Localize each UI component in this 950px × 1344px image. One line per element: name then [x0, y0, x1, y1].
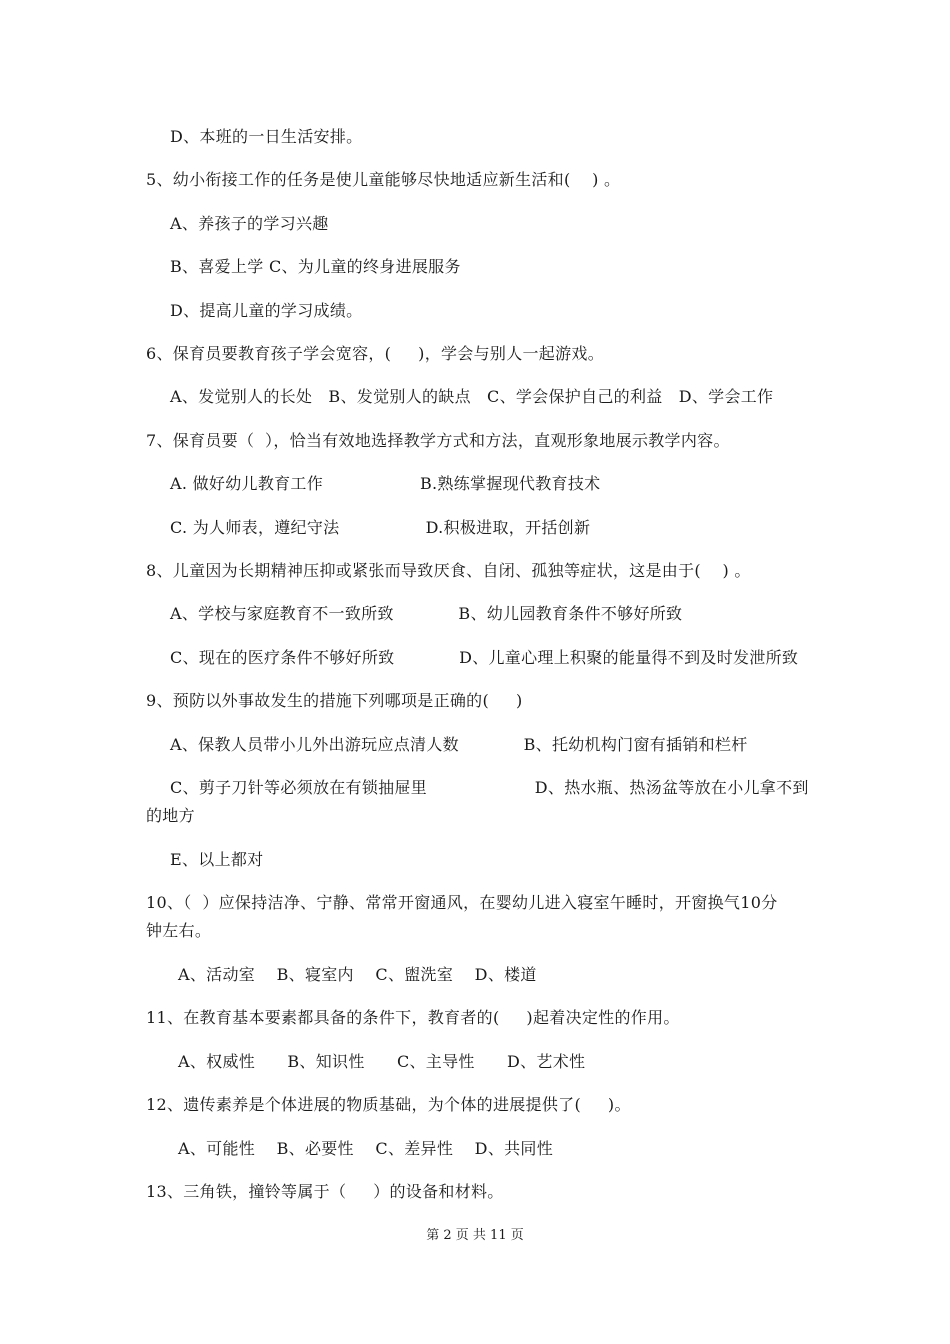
option-line: A、发觉别人的长处 B、发觉别人的缺点 C、学会保护自己的利益 D、学会工作 — [170, 387, 774, 406]
option-line: B、喜爱上学 C、为儿童的终身进展服务 — [170, 257, 461, 276]
question-10-continued: 钟左右。 — [146, 921, 212, 940]
question-8: 8、儿童因为长期精神压抑或紧张而导致厌食、自闭、孤独等症状，这是由于( ) 。 — [146, 561, 751, 580]
option-line: A、保教人员带小儿外出游玩应点清人数 B、托幼机构门窗有插销和栏杆 — [170, 735, 748, 754]
question-9: 9、预防以外事故发生的措施下列哪项是正确的( ) — [146, 691, 523, 710]
question-11: 11、在教育基本要素都具备的条件下，教育者的( )起着决定性的作用。 — [146, 1008, 680, 1027]
option-line: A、活动室 B、寝室内 C、盥洗室 D、楼道 — [178, 965, 537, 984]
option-line: C. 为人师表，遵纪守法 D.积极进取，开括创新 — [170, 518, 591, 537]
question-5: 5、幼小衔接工作的任务是使儿童能够尽快地适应新生活和( ) 。 — [146, 170, 621, 189]
option-line: C、现在的医疗条件不够好所致 D、儿童心理上积聚的能量得不到及时发泄所致 — [170, 648, 799, 667]
option-line: A. 做好幼儿教育工作 B.熟练掌握现代教育技术 — [170, 474, 601, 493]
option-line: E、以上都对 — [170, 850, 264, 869]
question-6: 6、保育员要教育孩子学会宽容，( )，学会与别人一起游戏。 — [146, 344, 604, 363]
option-line: A、学校与家庭教育不一致所致 B、幼儿园教育条件不够好所致 — [170, 604, 683, 623]
question-7: 7、保育员要（ ），恰当有效地选择教学方式和方法，直观形象地展示教学内容。 — [146, 431, 730, 450]
option-line: D、提高儿童的学习成绩。 — [170, 301, 363, 320]
option-line: D、本班的一日生活安排。 — [170, 127, 363, 146]
option-line: C、剪子刀针等必须放在有锁抽屉里 D、热水瓶、热汤盆等放在小儿拿不到 — [170, 778, 809, 797]
option-line: A、养孩子的学习兴趣 — [170, 214, 329, 233]
question-12: 12、遗传素养是个体进展的物质基础，为个体的进展提供了( )。 — [146, 1095, 631, 1114]
option-line: A、权威性 B、知识性 C、主导性 D、艺术性 — [178, 1052, 586, 1071]
option-line: A、可能性 B、必要性 C、差异性 D、共同性 — [178, 1139, 554, 1158]
page-number-footer: 第 2 页 共 11 页 — [426, 1228, 524, 1243]
option-line-continued: 的地方 — [146, 806, 195, 825]
question-10: 10、（ ）应保持洁净、宁静、常常开窗通风，在婴幼儿进入寝室午睡时，开窗换气10分 — [146, 893, 778, 912]
question-13: 13、三角铁，撞铃等属于（ ）的设备和材料。 — [146, 1182, 504, 1201]
